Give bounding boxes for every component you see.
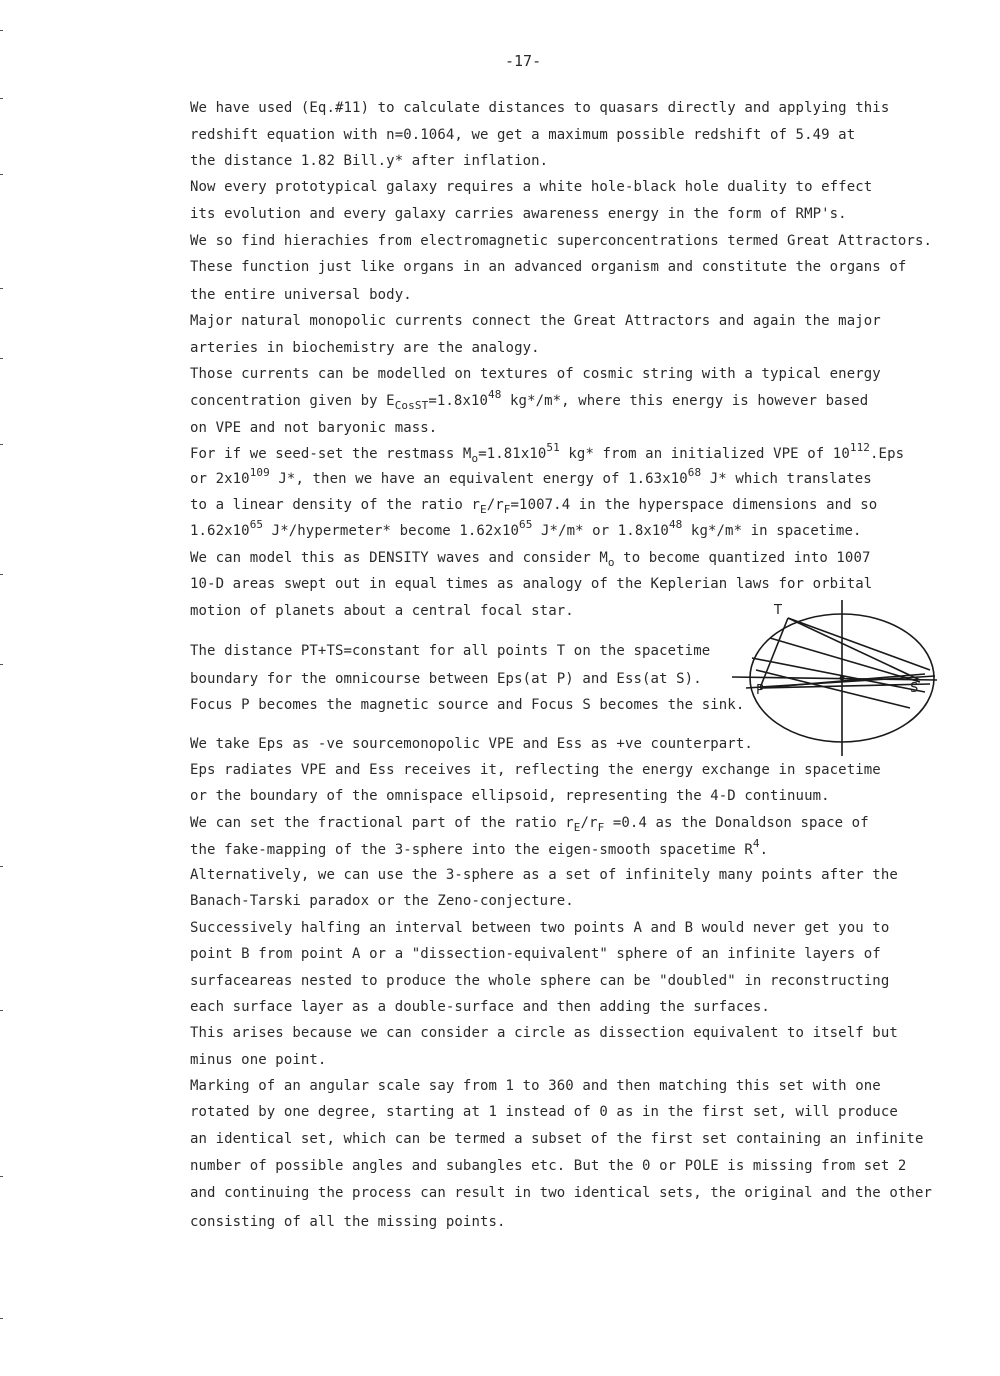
text-segment: /r bbox=[580, 815, 598, 831]
text-line: Focus P becomes the magnetic source and Focus S becomes the sink. bbox=[190, 697, 745, 713]
text-line bbox=[190, 550, 871, 569]
subscript: E bbox=[573, 821, 581, 834]
text-segment: We can model this as DENSITY waves and consider M bbox=[190, 550, 608, 566]
text-segment: =1.81x10 bbox=[478, 446, 547, 462]
text-line: number of possible angles and subangles etc. But the 0 or POLE is missing from set 2 bbox=[190, 1158, 907, 1174]
text-line: an identical set, which can be termed a subset of the first set containing an infinite bbox=[190, 1131, 924, 1147]
scan-edge-mark bbox=[0, 1176, 3, 1177]
text-line: Banach-Tarski paradox or the Zeno-conjecture. bbox=[190, 893, 574, 909]
text-line: boundary for the omnicourse between Eps(at P) and Ess(at S). bbox=[190, 671, 702, 687]
subscript: F bbox=[597, 821, 605, 834]
scan-edge-mark bbox=[0, 174, 3, 175]
text-line: on VPE and not baryonic mass. bbox=[190, 420, 438, 436]
scan-edge-mark bbox=[0, 358, 3, 359]
text-line: 10-D areas swept out in equal times as analogy of the Keplerian laws for orbital bbox=[190, 576, 873, 592]
text-line: its evolution and every galaxy carries awareness energy in the form of RMP's. bbox=[190, 206, 847, 222]
superscript: 65 bbox=[249, 518, 264, 531]
text-line bbox=[190, 441, 905, 465]
text-line: Alternatively, we can use the 3-sphere as a set of infinitely many points after the bbox=[190, 867, 898, 883]
text-line: The distance PT+TS=constant for all points T on the spacetime bbox=[190, 643, 711, 659]
text-line bbox=[190, 837, 769, 858]
text-segment: J*/m* or 1.8x10 bbox=[532, 523, 669, 539]
superscript: 51 bbox=[546, 441, 560, 454]
text-segment: the fake-mapping of the 3-sphere into the eigen-smooth spacetime R bbox=[190, 842, 753, 858]
scan-edge-mark bbox=[0, 288, 3, 289]
text-segment: 1.62x10 bbox=[190, 523, 250, 539]
text-segment: =1.8x10 bbox=[428, 393, 489, 409]
text-line: surfaceareas nested to produce the whole sphere can be "doubled" in reconstructing bbox=[190, 973, 890, 989]
label-p: P bbox=[756, 683, 764, 698]
scan-edge-mark bbox=[0, 664, 3, 665]
text-segment: . bbox=[759, 842, 769, 858]
scan-edge-mark bbox=[0, 444, 3, 445]
text-segment: kg* from an initialized VPE of 10 bbox=[559, 446, 850, 462]
label-s: S bbox=[910, 681, 919, 696]
subscript: E bbox=[479, 503, 487, 516]
scan-edge-mark bbox=[0, 98, 3, 99]
chord-line bbox=[788, 618, 930, 670]
text-segment: or 2x10 bbox=[190, 471, 250, 487]
subscript: CosST bbox=[394, 399, 429, 412]
text-line: consisting of all the missing points. bbox=[190, 1214, 506, 1230]
text-line: arteries in biochemistry are the analogy. bbox=[190, 340, 540, 356]
center-point bbox=[840, 676, 845, 681]
text-segment: We can set the fractional part of the ratio r bbox=[190, 815, 574, 831]
text-line: each surface layer as a double-surface and then adding the surfaces. bbox=[190, 999, 770, 1015]
superscript: 68 bbox=[687, 466, 702, 479]
scan-edge-mark bbox=[0, 866, 3, 867]
superscript: 48 bbox=[668, 518, 683, 531]
text-segment: =1007.4 in the hyperspace dimensions and so bbox=[510, 497, 878, 513]
scan-edge-mark bbox=[0, 574, 3, 575]
text-segment: kg*/m*, where this energy is however based bbox=[501, 393, 869, 409]
text-line: Those currents can be modelled on textures of cosmic string with a typical energy bbox=[190, 366, 881, 382]
text-line: rotated by one degree, starting at 1 instead of 0 as in the first set, will produce bbox=[190, 1104, 898, 1120]
label-t: T bbox=[774, 603, 782, 618]
text-segment: J*/hypermeter* become 1.62x10 bbox=[263, 523, 520, 539]
text-line: and continuing the process can result in two identical sets, the original and the other bbox=[190, 1185, 932, 1201]
text-line bbox=[190, 466, 872, 487]
text-line bbox=[190, 815, 869, 834]
text-line: We take Eps as -ve sourcemonopolic VPE and Ess as +ve counterpart. bbox=[190, 736, 753, 752]
chord-line bbox=[756, 670, 910, 708]
text-line: We so find hierachies from electromagnetic superconcentrations termed Great Attractors. bbox=[190, 233, 932, 249]
text-line bbox=[190, 497, 878, 516]
subscript: o bbox=[607, 556, 615, 569]
text-line: We have used (Eq.#11) to calculate distances to quasars directly and applying this bbox=[190, 100, 890, 116]
subscript: o bbox=[471, 452, 479, 465]
superscript: 48 bbox=[488, 388, 502, 401]
superscript: 65 bbox=[519, 518, 533, 531]
superscript: 109 bbox=[249, 466, 270, 479]
page-number: -17- bbox=[505, 52, 542, 70]
text-line: Eps radiates VPE and Ess receives it, reflecting the energy exchange in spacetime bbox=[190, 762, 881, 778]
text-line: or the boundary of the omnispace ellipsoid, representing the 4-D continuum. bbox=[190, 788, 830, 804]
text-line: Marking of an angular scale say from 1 to 360 and then matching this set with one bbox=[190, 1078, 881, 1094]
text-line bbox=[190, 388, 869, 412]
text-line: point B from point A or a "dissection-equivalent" sphere of an infinite layers of bbox=[190, 946, 881, 962]
text-line: These function just like organs in an advanced organism and constitute the organs of bbox=[190, 259, 907, 275]
superscript: 112 bbox=[849, 441, 871, 454]
superscript: 4 bbox=[752, 837, 760, 850]
scan-edge-mark bbox=[0, 1318, 3, 1319]
text-line: Major natural monopolic currents connect the Great Attractors and again the major bbox=[190, 313, 881, 329]
text-segment: /r bbox=[486, 497, 504, 513]
text-line: minus one point. bbox=[190, 1052, 327, 1068]
text-segment: J*, then we have an equivalent energy of 1.63x10 bbox=[269, 471, 688, 487]
text-segment: =0.4 as the Donaldson space of bbox=[604, 815, 869, 831]
text-line: Now every prototypical galaxy requires a white hole-black hole duality to effect bbox=[190, 179, 873, 195]
text-line: Successively halfing an interval between two points A and B would never get you to bbox=[190, 920, 890, 936]
subscript: F bbox=[503, 503, 511, 516]
text-segment: concentration given by E bbox=[190, 393, 395, 409]
scan-edge-mark bbox=[0, 30, 3, 31]
text-segment: .Eps bbox=[870, 446, 905, 462]
text-segment: to become quantized into 1007 bbox=[614, 550, 871, 566]
text-line: redshift equation with n=0.1064, we get a maximum possible redshift of 5.49 at bbox=[190, 127, 856, 143]
text-line: the entire universal body. bbox=[190, 287, 412, 303]
text-line bbox=[190, 518, 862, 539]
scan-edge-mark bbox=[0, 1010, 3, 1011]
text-line: motion of planets about a central focal star. bbox=[190, 603, 574, 619]
text-segment: kg*/m* in spacetime. bbox=[682, 523, 862, 539]
ellipse-diagram bbox=[730, 598, 940, 758]
text-segment: J* which translates bbox=[701, 471, 872, 487]
text-segment: For if we seed-set the restmass M bbox=[190, 446, 472, 462]
text-line: This arises because we can consider a circle as dissection equivalent to itself but bbox=[190, 1025, 898, 1041]
text-line: the distance 1.82 Bill.y* after inflation. bbox=[190, 153, 549, 169]
text-segment: to a linear density of the ratio r bbox=[190, 497, 480, 513]
